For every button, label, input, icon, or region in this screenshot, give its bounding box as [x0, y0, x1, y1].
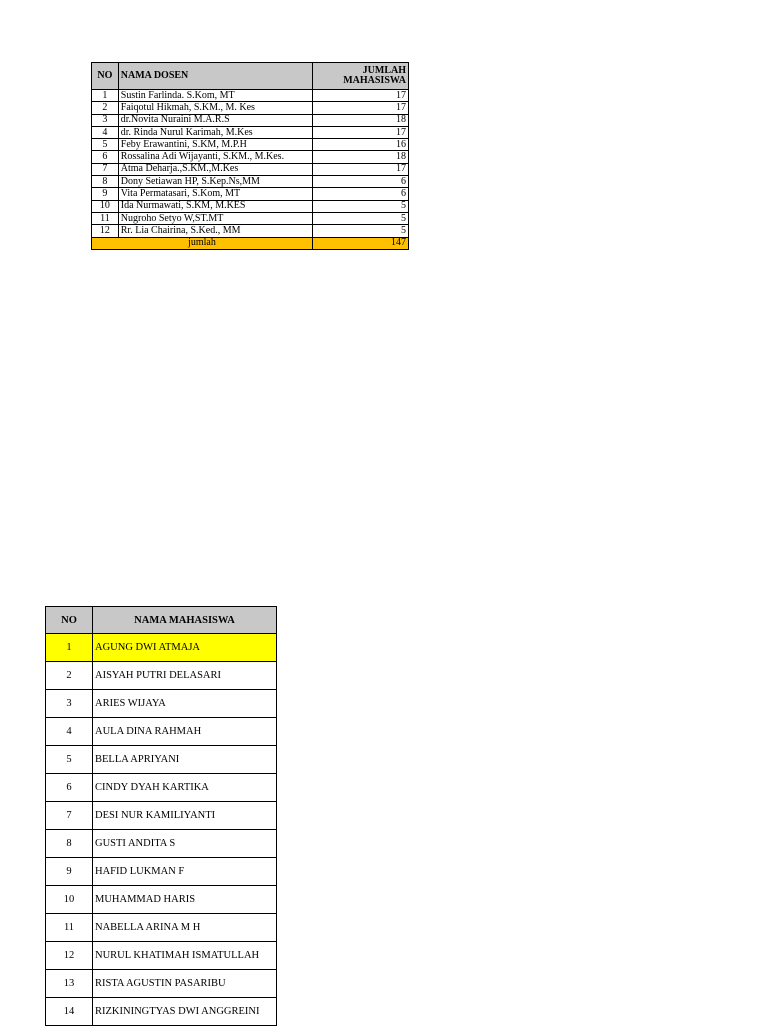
mahasiswa-cell-no: 13 [46, 970, 93, 998]
mahasiswa-cell-no: 1 [46, 634, 93, 662]
mahasiswa-header-nama: NAMA MAHASISWA [93, 607, 277, 634]
total-label: jumlah [92, 237, 313, 249]
dosen-cell-nama: dr.Novita Nuraini M.A.R.S [118, 114, 312, 126]
mahasiswa-cell-nama: NABELLA ARINA M H [93, 914, 277, 942]
mahasiswa-cell-nama: GUSTI ANDITA S [93, 830, 277, 858]
table-row [46, 998, 277, 1026]
dosen-cell-nama: Sustin Farlinda. S.Kom, MT [118, 90, 312, 102]
mahasiswa-cell-nama: AULA DINA RAHMAH [93, 718, 277, 746]
mahasiswa-cell-nama: RISTA AGUSTIN PASARIBU [93, 970, 277, 998]
mahasiswa-cell-nama: ARIES WIJAYA [93, 690, 277, 718]
mahasiswa-cell-no: 2 [46, 662, 93, 690]
dosen-cell-jumlah: 16 [312, 139, 408, 151]
mahasiswa-cell-no: 3 [46, 690, 93, 718]
table-row [92, 188, 409, 200]
table-row [92, 90, 409, 102]
dosen-cell-jumlah: 6 [312, 176, 408, 188]
mahasiswa-table-body [46, 634, 277, 1026]
dosen-cell-jumlah: 18 [312, 151, 408, 163]
mahasiswa-cell-nama: AISYAH PUTRI DELASARI [93, 662, 277, 690]
mahasiswa-header-no: NO [46, 607, 93, 634]
dosen-cell-no: 5 [92, 139, 119, 151]
table-row [92, 212, 409, 224]
total-value: 147 [312, 237, 408, 249]
dosen-cell-jumlah: 17 [312, 102, 408, 114]
dosen-cell-nama: Vita Permatasari, S.Kom, MT [118, 188, 312, 200]
mahasiswa-header-row [46, 607, 277, 634]
dosen-cell-jumlah: 18 [312, 114, 408, 126]
mahasiswa-cell-no: 8 [46, 830, 93, 858]
dosen-header-jumlah-line2: MAHASISWA [343, 75, 406, 86]
dosen-cell-nama: Rossalina Adi Wijayanti, S.KM., M.Kes. [118, 151, 312, 163]
table-row [46, 718, 277, 746]
dosen-cell-no: 4 [92, 126, 119, 138]
table-row [46, 774, 277, 802]
table-row [92, 126, 409, 138]
mahasiswa-cell-nama: RIZKININGTYAS DWI ANGGREINI [93, 998, 277, 1026]
table-row [46, 634, 277, 662]
table-row [46, 830, 277, 858]
dosen-table-body [92, 90, 409, 250]
dosen-table [91, 62, 409, 250]
table-row [46, 886, 277, 914]
dosen-header-nama: NAMA DOSEN [118, 63, 312, 90]
dosen-cell-nama: Dony Setiawan HP, S.Kep.Ns,MM [118, 176, 312, 188]
dosen-cell-no: 6 [92, 151, 119, 163]
dosen-cell-nama: Faiqotul Hikmah, S.KM., M. Kes [118, 102, 312, 114]
dosen-cell-jumlah: 17 [312, 126, 408, 138]
mahasiswa-cell-nama: DESI NUR KAMILIYANTI [93, 802, 277, 830]
mahasiswa-cell-no: 11 [46, 914, 93, 942]
mahasiswa-table [45, 606, 277, 1026]
mahasiswa-cell-nama: HAFID LUKMAN F [93, 858, 277, 886]
mahasiswa-cell-nama: AGUNG DWI ATMAJA [93, 634, 277, 662]
mahasiswa-cell-no: 6 [46, 774, 93, 802]
table-row [92, 102, 409, 114]
mahasiswa-cell-no: 7 [46, 802, 93, 830]
mahasiswa-cell-nama: NURUL KHATIMAH ISMATULLAH [93, 942, 277, 970]
table-row [92, 200, 409, 212]
mahasiswa-cell-nama: CINDY DYAH KARTIKA [93, 774, 277, 802]
dosen-cell-nama: Atma Deharja.,S.KM.,M.Kes [118, 163, 312, 175]
dosen-cell-nama: Rr. Lia Chairina, S.Ked., MM [118, 225, 312, 237]
table-row [46, 662, 277, 690]
dosen-header-no: NO [92, 63, 119, 90]
mahasiswa-cell-no: 10 [46, 886, 93, 914]
dosen-header-jumlah [312, 63, 408, 90]
dosen-cell-jumlah: 5 [312, 212, 408, 224]
dosen-cell-no: 11 [92, 212, 119, 224]
table-row [46, 942, 277, 970]
table-row [46, 970, 277, 998]
dosen-cell-jumlah: 5 [312, 225, 408, 237]
table-row [46, 690, 277, 718]
dosen-cell-no: 8 [92, 176, 119, 188]
dosen-cell-no: 10 [92, 200, 119, 212]
dosen-cell-no: 3 [92, 114, 119, 126]
mahasiswa-cell-nama: BELLA APRIYANI [93, 746, 277, 774]
dosen-cell-jumlah: 17 [312, 163, 408, 175]
mahasiswa-cell-no: 12 [46, 942, 93, 970]
table-row [92, 139, 409, 151]
table-row [46, 914, 277, 942]
mahasiswa-cell-nama: MUHAMMAD HARIS [93, 886, 277, 914]
dosen-cell-jumlah: 6 [312, 188, 408, 200]
dosen-cell-nama: Ida Nurmawati, S.KM, M.KES [118, 200, 312, 212]
mahasiswa-cell-no: 14 [46, 998, 93, 1026]
dosen-cell-jumlah: 5 [312, 200, 408, 212]
dosen-header-row [92, 63, 409, 90]
dosen-cell-no: 7 [92, 163, 119, 175]
dosen-cell-no: 2 [92, 102, 119, 114]
table-row [92, 225, 409, 237]
total-row [92, 237, 409, 249]
dosen-cell-jumlah: 17 [312, 90, 408, 102]
table-row [92, 114, 409, 126]
dosen-cell-no: 9 [92, 188, 119, 200]
dosen-cell-no: 12 [92, 225, 119, 237]
mahasiswa-cell-no: 9 [46, 858, 93, 886]
dosen-cell-nama: Nugroho Setyo W,ST.MT [118, 212, 312, 224]
table-row [92, 151, 409, 163]
mahasiswa-cell-no: 5 [46, 746, 93, 774]
table-row [46, 746, 277, 774]
table-row [46, 802, 277, 830]
table-row [46, 858, 277, 886]
table-row [92, 163, 409, 175]
dosen-cell-nama: Feby Erawantini, S.KM, M.P.H [118, 139, 312, 151]
mahasiswa-cell-no: 4 [46, 718, 93, 746]
table-row [92, 176, 409, 188]
dosen-header-jumlah-line1: JUMLAH [362, 65, 406, 76]
dosen-cell-no: 1 [92, 90, 119, 102]
dosen-cell-nama: dr. Rinda Nurul Karimah, M.Kes [118, 126, 312, 138]
